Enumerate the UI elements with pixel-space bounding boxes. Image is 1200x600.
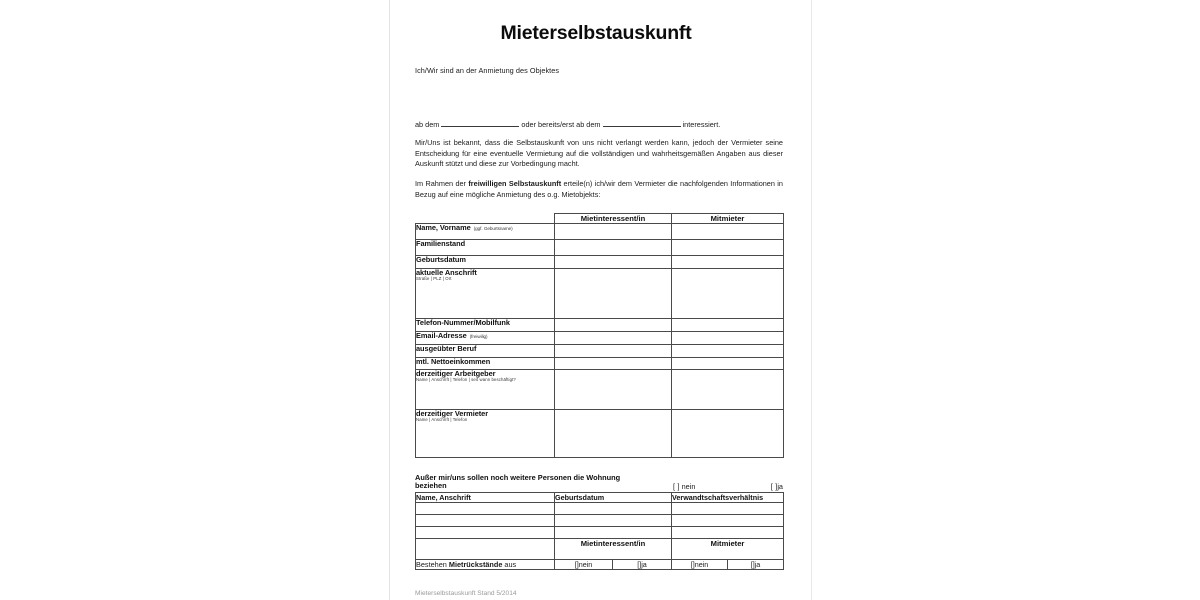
input-cell-birthdate-tenant[interactable] [555, 255, 672, 268]
row-label-phone: Telefon-Nummer/Mobilfunk [416, 318, 555, 331]
input-cell-marital-cotenant[interactable] [672, 239, 784, 255]
input-cell-marital-tenant[interactable] [555, 239, 672, 255]
bracket-close-icon: ] [752, 559, 755, 569]
table-header-row [416, 213, 784, 223]
ab-dem-prefix: ab dem [415, 120, 440, 129]
row-label-current-landlord-hint: Name | Anschrift | Telefon [416, 417, 468, 423]
row-label-employer [416, 369, 555, 409]
table-header-row [416, 538, 784, 559]
bracket-open-icon: [ [750, 559, 753, 569]
input-cell-person1-name[interactable] [416, 502, 555, 514]
checkbox-persons-no[interactable] [673, 483, 695, 492]
bracket-close-icon: ] [775, 481, 778, 491]
start-date-blank-1[interactable] [441, 119, 519, 127]
input-cell-employer-tenant[interactable] [555, 369, 672, 409]
row-label-email [416, 331, 555, 344]
input-cell-income-tenant[interactable] [555, 357, 672, 369]
input-cell-birthdate-cotenant[interactable] [672, 255, 784, 268]
column-header-cotenant: Mitmieter [672, 213, 784, 223]
table-row [416, 223, 784, 239]
bracket-open-icon: [ [637, 559, 640, 569]
row-label-email-hint: (freiwilig) [469, 333, 488, 339]
bracket-close-icon: ] [639, 559, 642, 569]
table-row [416, 502, 784, 514]
table-row [416, 409, 784, 457]
bracket-open-icon: [ [673, 481, 678, 491]
checkbox-arrears-tenant-yes[interactable] [613, 559, 672, 569]
column-header-arrears-cotenant: Mitmieter [672, 538, 784, 559]
row-label-current-address [416, 268, 555, 318]
input-cell-email-cotenant[interactable] [672, 331, 784, 344]
row-label-arrears [416, 559, 555, 569]
disclosure-paragraph: Mir/Uns ist bekannt, dass die Selbstauskunft von uns nicht verlangt werden kann, jedoch der Vermieter seine Entscheidung für eine eventuelle Vermietung auf die vollständigen und wahrheitsgemäßen Angaben aus dieser Auskunft stützt und diese zur Vorbedingung macht. [415, 138, 783, 169]
input-cell-landlord-tenant[interactable] [555, 409, 672, 457]
input-cell-person3-birthdate[interactable] [555, 526, 672, 538]
input-cell-occupation-cotenant[interactable] [672, 344, 784, 357]
additional-persons-heading-line2: beziehen [415, 481, 447, 491]
start-date-blank-2[interactable] [603, 119, 681, 127]
row-label-current-landlord-text: derzeitiger Vermieter [416, 408, 489, 418]
input-cell-phone-tenant[interactable] [555, 318, 672, 331]
row-label-arrears-prefix: Bestehen [416, 559, 449, 569]
input-cell-person2-birthdate[interactable] [555, 514, 672, 526]
row-label-net-income: mtl. Nettoeinkommen [416, 357, 555, 369]
voluntary-paragraph-part1: Im Rahmen der [415, 179, 469, 189]
row-label-arrears-emphasis: Mietrückstände [448, 559, 503, 569]
voluntary-paragraph [415, 179, 783, 200]
input-cell-address-cotenant[interactable] [672, 268, 784, 318]
row-label-current-landlord [416, 409, 555, 457]
input-cell-address-tenant[interactable] [555, 268, 672, 318]
input-cell-income-cotenant[interactable] [672, 357, 784, 369]
voluntary-paragraph-emphasis: freiwilligen Selbstauskunft [468, 179, 562, 189]
arrears-header-spacer [416, 538, 555, 559]
additional-persons-heading [415, 474, 783, 492]
checkbox-persons-yes[interactable] [771, 483, 783, 492]
table-header-row [416, 492, 784, 502]
row-label-marital-status: Familienstand [416, 239, 555, 255]
column-header-person-birthdate: Geburtsdatum [555, 492, 672, 502]
row-label-arrears-suffix: aus [502, 559, 517, 569]
input-cell-email-tenant[interactable] [555, 331, 672, 344]
row-label-name [416, 223, 555, 239]
page-title: Mieterselbstauskunft [500, 22, 692, 44]
intro-line: Ich/Wir sind an der Anmietung des Objektes [415, 66, 560, 75]
table-row [416, 369, 784, 409]
arrears-table [415, 538, 784, 570]
document-footer: Mieterselbstauskunft Stand 5/2014 [415, 589, 517, 597]
bracket-open-icon: [ [574, 559, 577, 569]
checkbox-arrears-cotenant-yes[interactable] [728, 559, 784, 569]
row-label-current-address-text: aktuelle Anschrift [416, 267, 477, 277]
bracket-open-icon: [ [770, 481, 776, 491]
checkbox-arrears-cotenant-no[interactable] [672, 559, 728, 569]
row-label-birthdate: Geburtsdatum [416, 255, 555, 268]
bracket-close-icon: ] [576, 559, 579, 569]
page-content [415, 0, 783, 597]
table-row [416, 514, 784, 526]
table-row [416, 331, 784, 344]
table-row [416, 559, 784, 569]
start-date-line [415, 119, 783, 129]
row-label-employer-text: derzeitiger Arbeitgeber [416, 368, 496, 378]
checkbox-arrears-cotenant-no-label: nein [694, 559, 709, 569]
voluntary-paragraph-part2: erteile(n) ich/wir dem Vermieter die nachfolgenden Informationen in Bezug auf eine mögliche Anmietung des o.g. Mietobjekts: [415, 179, 783, 199]
additional-persons-choice [673, 483, 783, 492]
applicant-table [415, 213, 784, 458]
input-cell-person2-relation[interactable] [672, 514, 784, 526]
input-cell-person1-birthdate[interactable] [555, 502, 672, 514]
checkbox-persons-yes-label: ja [777, 481, 783, 491]
column-header-person-name: Name, Anschrift [416, 492, 555, 502]
bracket-close-icon: ] [677, 481, 680, 491]
input-cell-person3-relation[interactable] [672, 526, 784, 538]
checkbox-arrears-cotenant-yes-label: ja [754, 559, 761, 569]
checkbox-arrears-tenant-yes-label: ja [641, 559, 647, 569]
input-cell-employer-cotenant[interactable] [672, 369, 784, 409]
input-cell-person1-relation[interactable] [672, 502, 784, 514]
checkbox-persons-no-label: nein [681, 481, 696, 491]
table-row [416, 526, 784, 538]
input-cell-phone-cotenant[interactable] [672, 318, 784, 331]
additional-persons-table [415, 492, 784, 539]
input-cell-name-tenant[interactable] [555, 223, 672, 239]
column-header-arrears-tenant: Mietinteressent/in [555, 538, 672, 559]
input-cell-occupation-tenant[interactable] [555, 344, 672, 357]
column-header-tenant: Mietinteressent/in [555, 213, 672, 223]
document-page [389, 0, 812, 600]
row-label-current-address-hint: Straße | PLZ | Ort [416, 276, 452, 282]
row-label-name-text: Name, Vorname [416, 222, 471, 232]
input-cell-landlord-cotenant[interactable] [672, 409, 784, 457]
input-cell-person3-name[interactable] [416, 526, 555, 538]
row-label-employer-hint: Name | Anschrift | Telefon | seit wann beschäftigt? [416, 377, 516, 383]
input-cell-person2-name[interactable] [416, 514, 555, 526]
row-label-name-hint: (ggf. Geburtsname) [473, 225, 513, 231]
checkbox-arrears-tenant-no-label: nein [578, 559, 593, 569]
table-row [416, 239, 784, 255]
bracket-close-icon: ] [692, 559, 695, 569]
bracket-open-icon: [ [690, 559, 693, 569]
table-row [416, 344, 784, 357]
row-label-email-text: Email-Adresse [416, 330, 467, 340]
table-row [416, 357, 784, 369]
column-header-person-relation: Verwandtschaftsverhältnis [672, 492, 784, 502]
header-spacer [416, 213, 555, 223]
table-row [416, 268, 784, 318]
ab-dem-middle: oder bereits/erst ab dem [521, 120, 601, 129]
ab-dem-suffix: interessiert. [682, 120, 721, 129]
checkbox-arrears-tenant-no[interactable] [555, 559, 613, 569]
table-row [416, 318, 784, 331]
input-cell-name-cotenant[interactable] [672, 223, 784, 239]
row-label-occupation: ausgeübter Beruf [416, 344, 555, 357]
additional-persons-heading-line1: Außer mir/uns sollen noch weitere Personen die Wohnung [415, 472, 621, 482]
table-row [416, 255, 784, 268]
